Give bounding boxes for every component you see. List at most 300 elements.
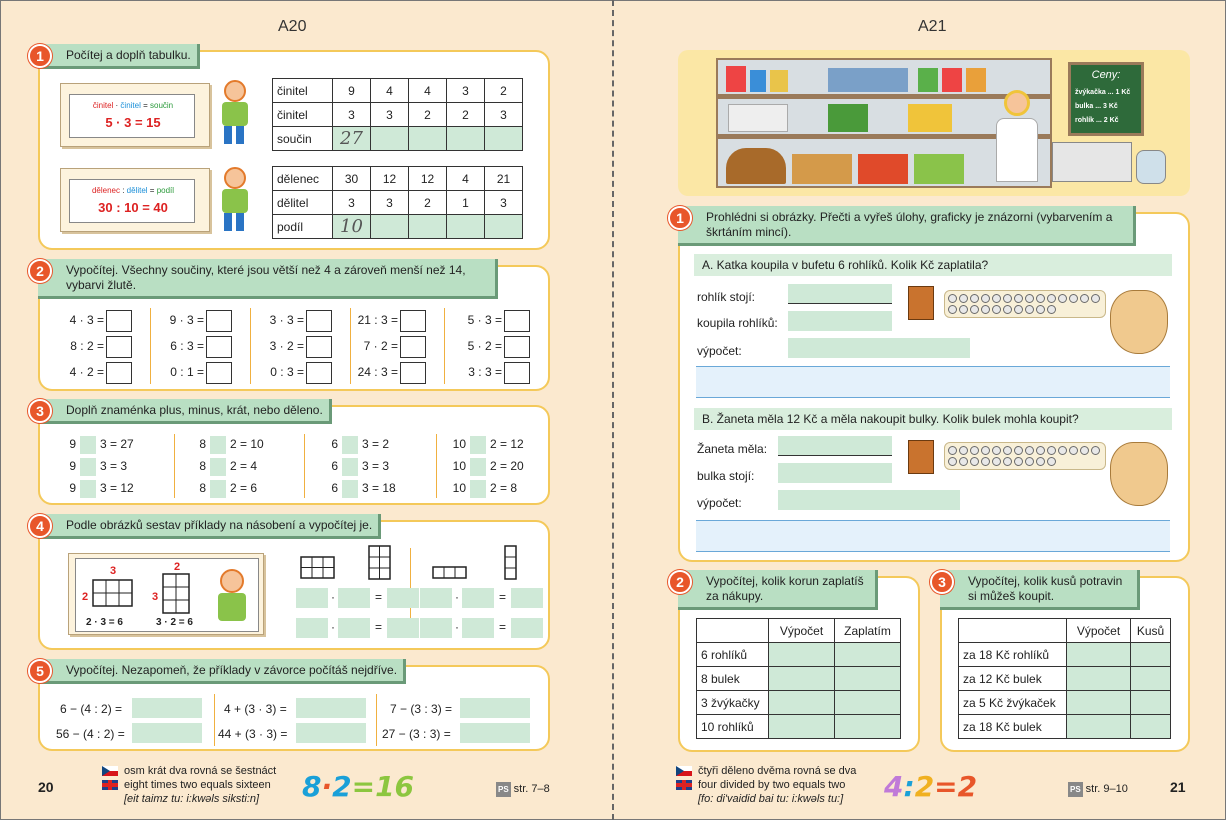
coin-icon[interactable] [981, 446, 990, 455]
answer-field[interactable] [511, 618, 543, 638]
coin-icon[interactable] [1069, 294, 1078, 303]
answer-cell[interactable] [409, 215, 447, 239]
equation-rest: 3 = 2 [362, 437, 390, 452]
operator-blank[interactable] [210, 436, 226, 454]
coin-icon[interactable] [1025, 457, 1034, 466]
coin-icon[interactable] [959, 446, 968, 455]
equation-item [356, 310, 426, 332]
equation-item [452, 436, 524, 454]
shopkeeper-illustration [988, 86, 1048, 186]
legend-divisor: dělitel [126, 186, 148, 195]
grid-2x3-icon [300, 556, 336, 580]
answer-cell[interactable] [1067, 715, 1131, 739]
equation-rest: 3 = 3 [100, 459, 128, 474]
field-label: koupila rohlíků: [697, 316, 778, 330]
question-b: B. Žaneta měla 12 Kč a měla nakoupit bulky. Kolik bulek mohla koupit? [694, 408, 1172, 430]
coin-icon[interactable] [1003, 305, 1012, 314]
coin-icon[interactable] [959, 305, 968, 314]
exercise-instruction: Doplň znaménka plus, minus, krát, nebo děleno. [38, 399, 332, 424]
example-card-division [60, 168, 210, 232]
grid-3x1-icon [504, 545, 518, 581]
answer-field[interactable] [778, 463, 892, 483]
money-bag-icon [1110, 290, 1168, 354]
operand: 10 [452, 437, 466, 452]
operator-blank[interactable] [80, 436, 96, 454]
coin-icon[interactable] [1069, 446, 1078, 455]
workbook-ref-text: str. 9–10 [1085, 783, 1128, 795]
answer-equation [296, 618, 419, 638]
equation-item [324, 480, 396, 498]
coin-icon[interactable] [1091, 446, 1100, 455]
coin-icon[interactable] [981, 457, 990, 466]
answer-cell[interactable] [1067, 691, 1131, 715]
coin-icon[interactable] [992, 446, 1001, 455]
row-label: dělenec [273, 167, 333, 191]
equation-text: 24 : 3 = [357, 365, 398, 380]
answer-cell[interactable] [835, 715, 901, 739]
answer-box[interactable] [106, 362, 132, 384]
dot-sign: · [331, 590, 335, 605]
table-row [959, 667, 1171, 691]
eq-sign: = [499, 590, 507, 605]
answer-field[interactable] [132, 723, 202, 743]
coin-icon[interactable] [948, 446, 957, 455]
answer-box[interactable] [306, 336, 332, 358]
table-row [697, 691, 901, 715]
row-label: dělitel [273, 191, 333, 215]
eq-sign: = [375, 590, 383, 605]
field-label: výpočet: [697, 496, 742, 510]
answer-field[interactable] [778, 490, 960, 510]
equation-item [162, 362, 232, 384]
answer-cell[interactable] [769, 715, 835, 739]
cell: 3 [447, 79, 485, 103]
coin-icon[interactable] [1014, 457, 1023, 466]
coin-icon[interactable] [1003, 294, 1012, 303]
dot-sign: · [455, 590, 459, 605]
answer-field[interactable] [420, 618, 452, 638]
eq-part: 8 [302, 770, 322, 803]
answer-box[interactable] [400, 362, 426, 384]
table-row [273, 79, 523, 103]
answer-box[interactable] [400, 310, 426, 332]
coin-icon[interactable] [1014, 305, 1023, 314]
legend-colon: : [119, 186, 127, 195]
equation-item [452, 480, 517, 498]
equation-item [62, 458, 127, 476]
coin-icon[interactable] [1058, 446, 1067, 455]
eq-part: = [351, 770, 376, 803]
coin-icon[interactable] [1025, 294, 1034, 303]
answer-field[interactable] [788, 311, 892, 331]
table-quantities [958, 618, 1171, 739]
answer-cell[interactable]: 10 [333, 215, 371, 239]
equation-item [162, 336, 232, 358]
field-label: rohlík stojí: [697, 290, 756, 304]
divider [444, 308, 445, 384]
grid-top-label: 3 [110, 565, 117, 577]
cell: 3 [333, 191, 371, 215]
coins-icon [944, 290, 1106, 318]
operator-blank[interactable] [342, 480, 358, 498]
table-header-row [959, 619, 1171, 643]
exercise-instruction: Vypočítej, kolik kusů potravin si můžeš koupit. [940, 570, 1140, 610]
coin-icon[interactable] [1036, 446, 1045, 455]
equation-item [162, 310, 232, 332]
answer-box[interactable] [206, 336, 232, 358]
coin-icon[interactable] [948, 457, 957, 466]
divider [150, 308, 151, 384]
coin-icon[interactable] [1014, 294, 1023, 303]
grid-1x3-icon [432, 566, 468, 580]
price-line: rohlík ... 2 Kč [1075, 117, 1119, 124]
grid-equation: 3 · 2 = 6 [156, 617, 193, 628]
answer-line[interactable] [696, 366, 1170, 398]
phrase-pronunciation: [eit taimz tu: i:kwəls siksti:n] [124, 793, 260, 805]
grid-equation: 2 · 3 = 6 [86, 617, 123, 628]
coin-icon[interactable] [981, 294, 990, 303]
uk-flag-icon [102, 780, 118, 790]
grid-side-label: 3 [152, 591, 159, 603]
equation-item [324, 458, 389, 476]
answer-cell[interactable] [1067, 643, 1131, 667]
answer-box[interactable] [106, 336, 132, 358]
coin-icon[interactable] [970, 305, 979, 314]
coin-icon[interactable] [992, 457, 1001, 466]
answer-field[interactable] [462, 618, 494, 638]
coin-icon[interactable] [970, 446, 979, 455]
table-row [273, 191, 523, 215]
answer-cell[interactable] [447, 215, 485, 239]
answer-cell[interactable] [1131, 715, 1171, 739]
legend-product: součin [150, 101, 174, 110]
phrase-cz-text: čtyři děleno dvěma rovná se dva [698, 765, 857, 777]
answer-field[interactable] [387, 618, 419, 638]
operand: 10 [452, 459, 466, 474]
coin-icon[interactable] [1080, 446, 1089, 455]
divider [304, 434, 305, 498]
field-label: bulka stojí: [697, 469, 755, 483]
equation-item [356, 336, 426, 358]
phrase-en-text: four divided by two equals two [698, 779, 846, 791]
equation-rest: 2 = 12 [490, 437, 524, 452]
cell: 2 [447, 103, 485, 127]
coins-icon [944, 442, 1106, 470]
operator-blank[interactable] [80, 480, 96, 498]
eq-part: 16 [375, 770, 415, 803]
answer-field[interactable] [788, 338, 970, 358]
coin-icon[interactable] [1047, 294, 1056, 303]
answer-box[interactable] [306, 362, 332, 384]
exercise-instruction: Podle obrázků sestav příklady na násobení a vypočítej je. [38, 514, 381, 539]
equation-rest: 3 = 12 [100, 481, 134, 496]
coin-icon[interactable] [1047, 446, 1056, 455]
answer-cell[interactable] [835, 667, 901, 691]
price-board-title: Ceny: [1091, 69, 1121, 81]
column-header [697, 619, 769, 643]
cell: 2 [409, 103, 447, 127]
answer-box[interactable] [206, 310, 232, 332]
cell: 4 [409, 79, 447, 103]
equation-item [262, 336, 332, 358]
operator-blank[interactable] [470, 458, 486, 476]
answer-cell[interactable] [1131, 691, 1171, 715]
operand: 8 [199, 481, 206, 496]
coin-icon[interactable] [948, 305, 957, 314]
answer-cell[interactable] [769, 643, 835, 667]
price-line: žvýkačka ... 1 Kč [1075, 89, 1131, 96]
operator-blank[interactable] [470, 436, 486, 454]
czech-flag-icon [676, 766, 692, 776]
operator-blank[interactable] [210, 458, 226, 476]
eq-part: 2 [332, 770, 352, 803]
coin-icon[interactable] [1091, 294, 1100, 303]
table-header-row [697, 619, 901, 643]
divider [350, 308, 351, 384]
coin-icon[interactable] [1025, 446, 1034, 455]
workbook-reference [496, 782, 550, 797]
ps-icon: PS [1068, 782, 1083, 797]
operand: 9 [69, 437, 76, 452]
cash-register-icon [1052, 142, 1132, 182]
exercise-instruction: Vypočítej, kolik korun zaplatíš za nákupy. [678, 570, 878, 610]
coin-icon[interactable] [1036, 305, 1045, 314]
equation-text: 5 · 3 = [467, 313, 502, 328]
operand: 6 [331, 459, 338, 474]
equation-rest: 2 = 20 [490, 459, 524, 474]
equation-text: 3 · 2 = [269, 339, 304, 354]
answer-equation [420, 618, 543, 638]
boy-illustration [214, 165, 254, 237]
answer-line[interactable] [696, 520, 1170, 552]
answer-field[interactable] [387, 588, 419, 608]
equation-rest: 3 = 27 [100, 437, 134, 452]
answer-field[interactable] [296, 618, 328, 638]
answer-box[interactable] [206, 362, 232, 384]
answer-box[interactable] [106, 310, 132, 332]
answer-cell[interactable] [409, 127, 447, 151]
answer-cell[interactable] [371, 215, 409, 239]
exercise-number: 3 [930, 570, 954, 594]
answer-cell[interactable] [371, 127, 409, 151]
coin-icon[interactable] [1058, 294, 1067, 303]
answer-field[interactable] [460, 698, 530, 718]
operand: 9 [69, 481, 76, 496]
answer-cell[interactable] [769, 667, 835, 691]
divider [436, 434, 437, 498]
operator-blank[interactable] [210, 480, 226, 498]
divider [214, 694, 215, 746]
expression-text: 4 + (3 · 3) = [224, 702, 287, 716]
coin-icon[interactable] [970, 294, 979, 303]
operator-blank[interactable] [342, 436, 358, 454]
equation-item [262, 362, 332, 384]
equation-item [62, 362, 132, 384]
coin-icon[interactable] [948, 294, 957, 303]
phrase-en [102, 779, 271, 792]
example-card-grids [68, 553, 264, 635]
page-number: 20 [38, 779, 54, 795]
row-label: podíl [273, 215, 333, 239]
cell: 30 [333, 167, 371, 191]
table-row [697, 715, 901, 739]
answer-field[interactable] [132, 698, 202, 718]
equation-rest: 2 = 10 [230, 437, 264, 452]
operand: 6 [331, 481, 338, 496]
table-row [273, 127, 523, 151]
divider [250, 308, 251, 384]
coin-icon[interactable] [1025, 305, 1034, 314]
field-label: Žaneta měla: [697, 442, 768, 456]
legend-factor: činitel [120, 101, 141, 110]
cell: 3 [371, 191, 409, 215]
column-header: Výpočet [1067, 619, 1131, 643]
table-row [697, 643, 901, 667]
answer-box[interactable] [504, 336, 530, 358]
coin-icon[interactable] [1036, 294, 1045, 303]
answer-field[interactable] [460, 723, 530, 743]
cell: 3 [485, 103, 523, 127]
coin-icon[interactable] [1047, 457, 1056, 466]
phrase-cz [102, 765, 276, 778]
answer-cell[interactable] [1067, 667, 1131, 691]
answer-cell[interactable] [447, 127, 485, 151]
coin-icon[interactable] [992, 294, 1001, 303]
operator-blank[interactable] [470, 480, 486, 498]
answer-field[interactable] [338, 618, 370, 638]
ps-icon: PS [496, 782, 511, 797]
coin-icon[interactable] [959, 457, 968, 466]
equation-text: 6 : 3 = [170, 339, 204, 354]
legend-dividend: dělenec [91, 186, 120, 195]
answer-field[interactable] [420, 588, 452, 608]
phrase-cz [676, 765, 856, 778]
coin-icon[interactable] [959, 294, 968, 303]
dot-sign: · [455, 620, 459, 635]
equation-item [62, 336, 132, 358]
question-a: A. Katka koupila v bufetu 6 rohlíků. Kolik Kč zaplatila? [694, 254, 1172, 276]
cell: 9 [333, 79, 371, 103]
answer-cell[interactable] [485, 127, 523, 151]
phrase-cz-text: osm krát dva rovná se šestnáct [124, 765, 277, 777]
answer-cell[interactable] [1131, 643, 1171, 667]
row-label: 6 rohlíků [697, 643, 769, 667]
equation-text: 4 · 3 = [69, 313, 104, 328]
divider [376, 694, 377, 746]
answer-box[interactable] [504, 362, 530, 384]
answer-field[interactable] [511, 588, 543, 608]
coin-icon[interactable] [1036, 457, 1045, 466]
answer-field[interactable] [778, 436, 892, 456]
eq-part: : [903, 770, 915, 803]
exercise-number: 2 [28, 259, 52, 283]
answer-cell[interactable] [485, 215, 523, 239]
table-row [273, 215, 523, 239]
grid-side-label: 2 [82, 591, 89, 603]
answer-cell[interactable] [835, 691, 901, 715]
equation-item [452, 458, 524, 476]
row-label: činitel [273, 103, 333, 127]
answer-field[interactable] [338, 588, 370, 608]
coin-icon[interactable] [1047, 305, 1056, 314]
answer-field[interactable] [788, 284, 892, 304]
row-label: 3 žvýkačky [697, 691, 769, 715]
coin-icon[interactable] [1003, 446, 1012, 455]
table-row [959, 715, 1171, 739]
equation-item [460, 362, 530, 384]
phrase-en [676, 779, 845, 792]
answer-box[interactable] [400, 336, 426, 358]
answer-box[interactable] [504, 310, 530, 332]
money-bag-icon [1110, 442, 1168, 506]
answer-field[interactable] [296, 588, 328, 608]
column-header: Zaplatím [835, 619, 901, 643]
column-header [959, 619, 1067, 643]
boy-illustration [214, 78, 254, 148]
expression-text: 27 − (3 : 3) = [382, 727, 451, 741]
eq-part: · [321, 770, 333, 803]
answer-box[interactable] [306, 310, 332, 332]
expression-text: 44 + (3 · 3) = [218, 727, 288, 741]
eq-part: 2 [957, 770, 978, 803]
equation-item [62, 436, 134, 454]
coin-icon[interactable] [970, 457, 979, 466]
page-divider [612, 0, 614, 820]
answer-cell[interactable] [1131, 667, 1171, 691]
coin-icon[interactable] [1014, 446, 1023, 455]
equation-item [356, 362, 426, 384]
czech-flag-icon [102, 766, 118, 776]
equation-text: 0 : 3 = [270, 365, 304, 380]
row-label: činitel [273, 79, 333, 103]
uk-flag-icon [676, 780, 692, 790]
exercise-instruction: Prohlédni si obrázky. Přečti a vyřeš úlohy, graficky je znázorni (vybarvením a škrtáním mincí). [678, 206, 1136, 246]
eq-part: 4 [884, 770, 904, 803]
coin-icon[interactable] [981, 305, 990, 314]
equation-rest: 2 = 8 [490, 481, 518, 496]
exercise-number: 1 [28, 44, 52, 68]
equation-text: 3 : 3 = [468, 365, 502, 380]
answer-field[interactable] [296, 698, 366, 718]
price-line: bulka ... 3 Kč [1075, 103, 1118, 110]
big-equation [302, 770, 414, 803]
equation-text: 7 · 2 = [363, 339, 398, 354]
cell: 21 [485, 167, 523, 191]
answer-field[interactable] [462, 588, 494, 608]
big-equation [884, 770, 977, 803]
answer-cell[interactable] [835, 643, 901, 667]
grid-top-label: 2 [174, 561, 181, 573]
answer-cell[interactable]: 27 [333, 127, 371, 151]
coin-icon[interactable] [1003, 457, 1012, 466]
cell: 2 [485, 79, 523, 103]
expression-text: 6 − (4 : 2) = [60, 702, 123, 716]
operand: 8 [199, 437, 206, 452]
coin-icon[interactable] [992, 305, 1001, 314]
operator-blank[interactable] [342, 458, 358, 476]
workbook-reference [1068, 782, 1128, 797]
column-header: Výpočet [769, 619, 835, 643]
operator-blank[interactable] [80, 458, 96, 476]
coin-icon[interactable] [1080, 294, 1089, 303]
answer-cell[interactable] [769, 691, 835, 715]
equation-item [192, 480, 257, 498]
cell: 3 [485, 191, 523, 215]
exercise-number: 4 [28, 514, 52, 538]
equation-item [62, 480, 134, 498]
cell: 1 [447, 191, 485, 215]
answer-field[interactable] [296, 723, 366, 743]
